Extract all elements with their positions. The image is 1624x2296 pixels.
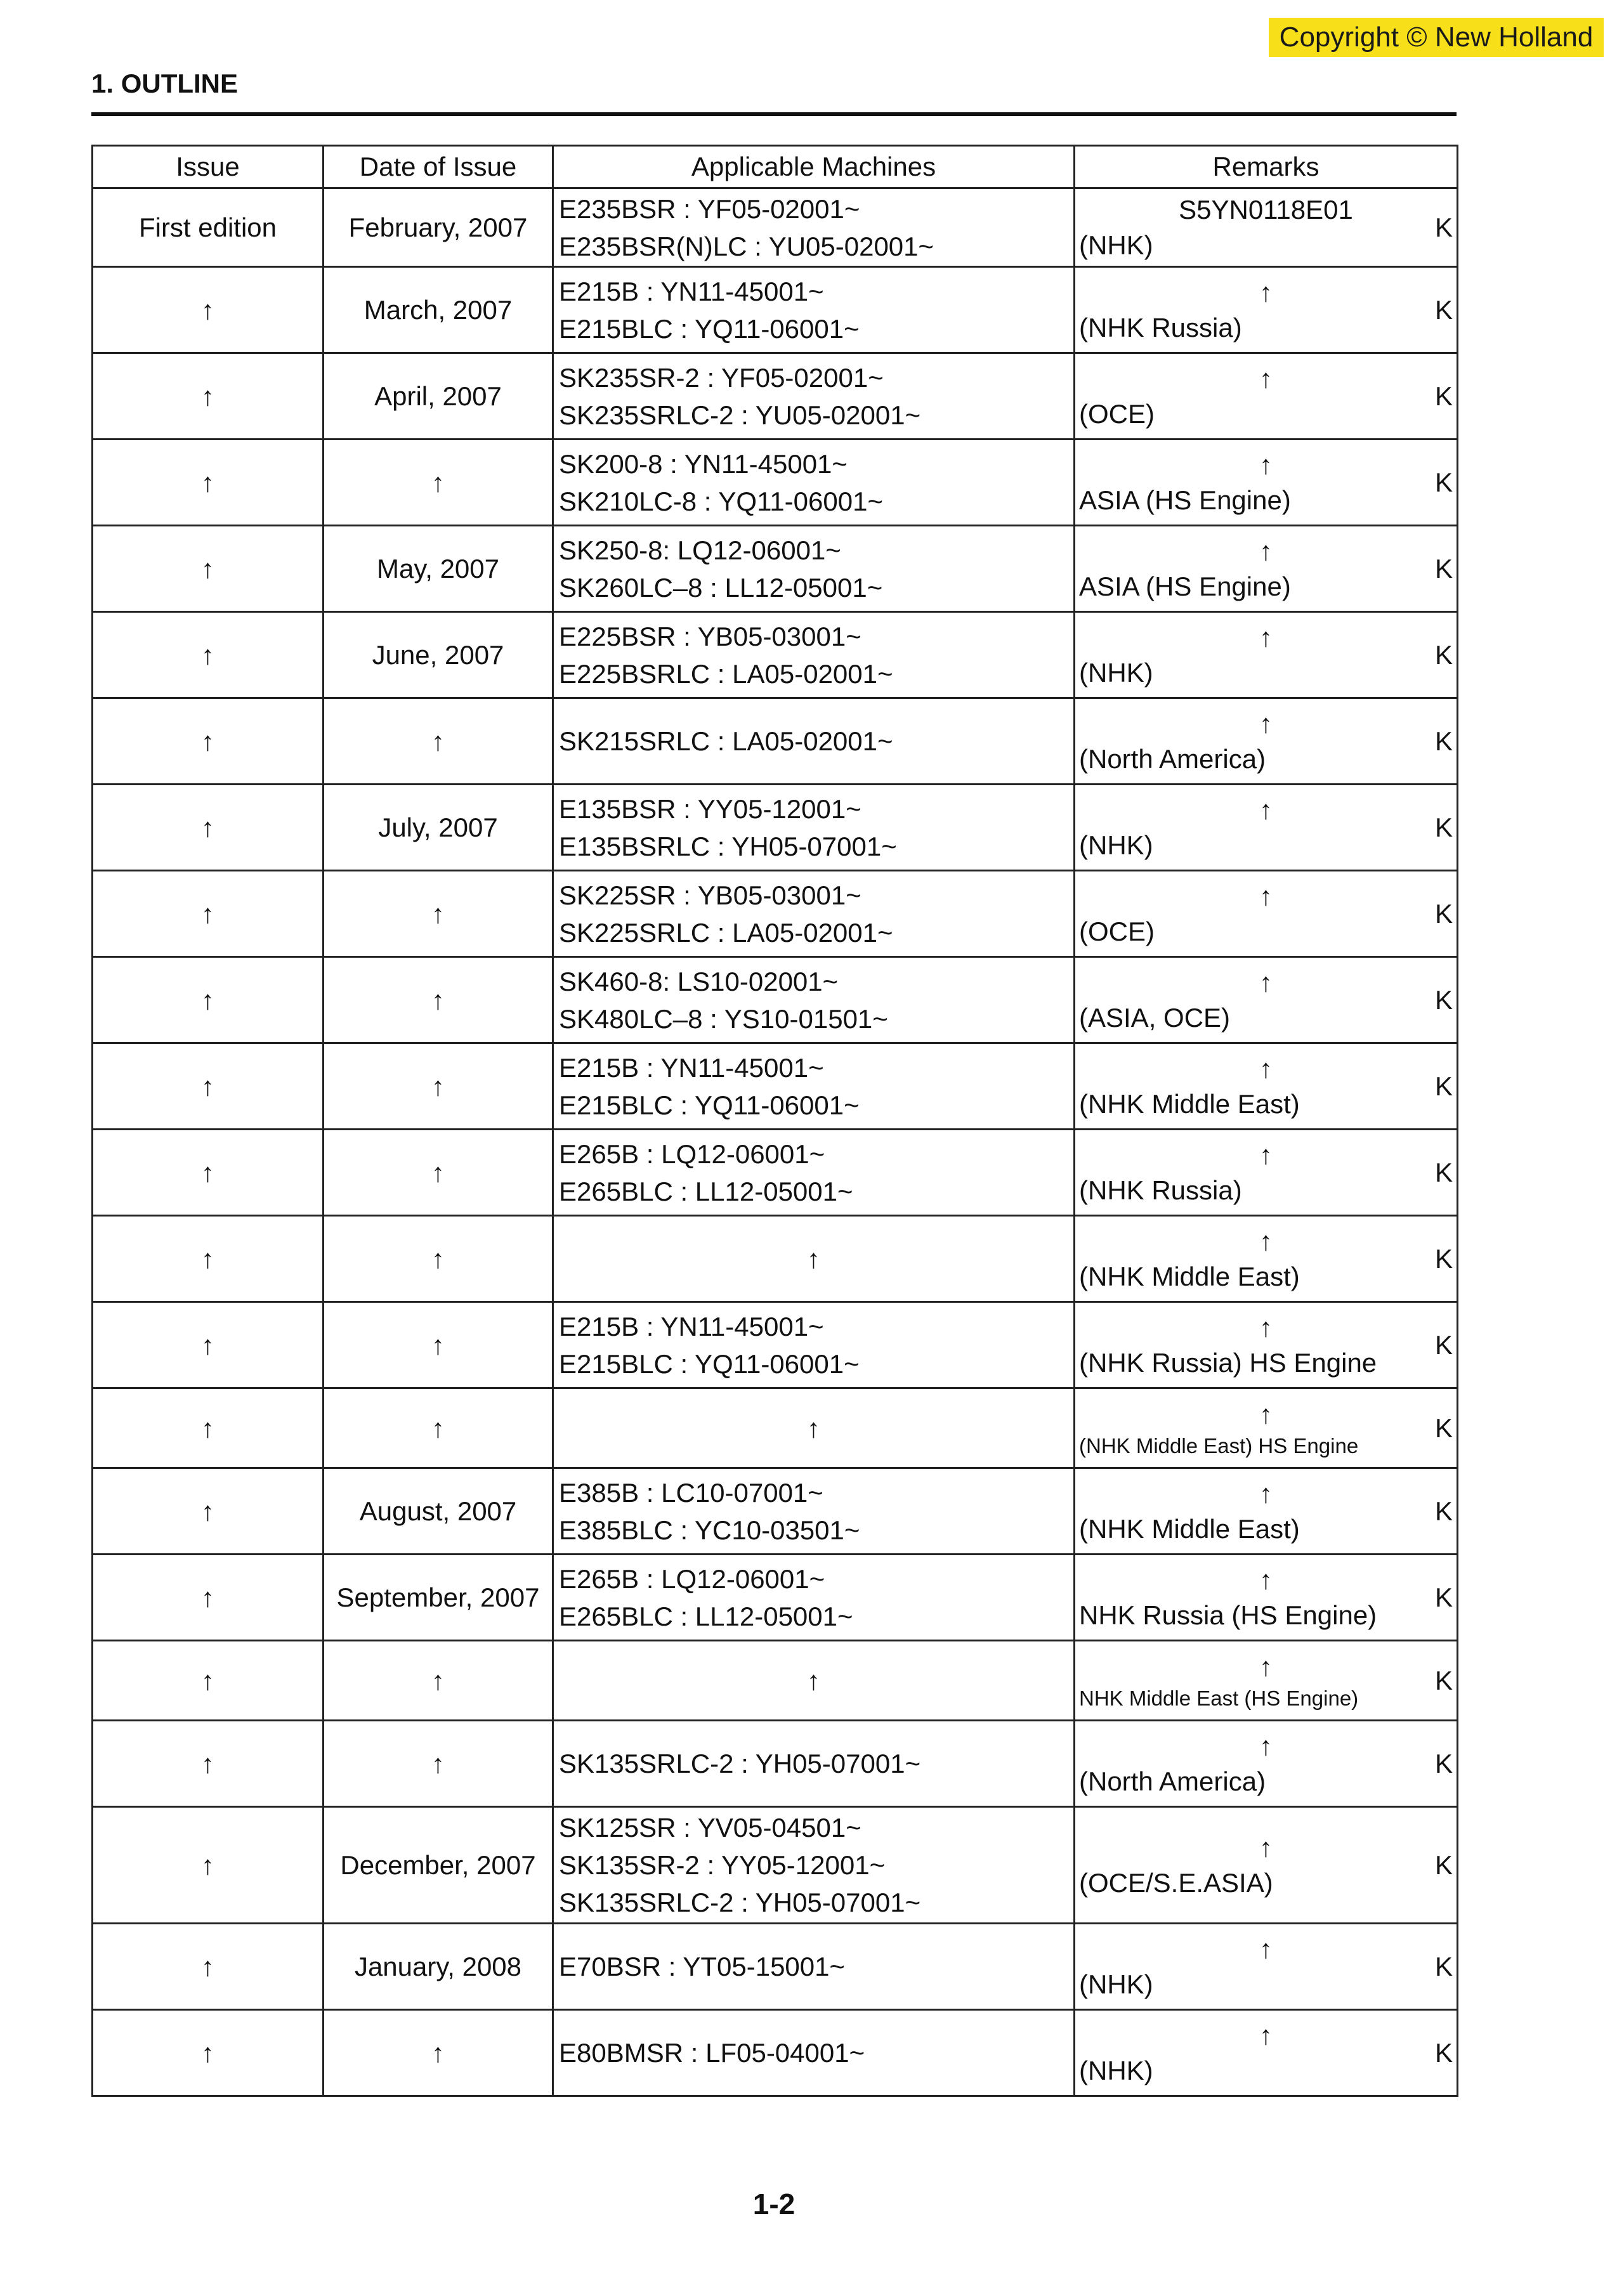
cell-applicable-machines bbox=[553, 871, 1075, 957]
cell-issue: ↑ bbox=[93, 957, 324, 1043]
remarks-region: (NHK) bbox=[1079, 2055, 1153, 2085]
cell-issue: ↑ bbox=[93, 1555, 324, 1641]
cell-issue: ↑ bbox=[93, 1302, 324, 1388]
table-row bbox=[93, 1130, 1458, 1216]
cell-date-of-issue: ↑ bbox=[324, 1388, 553, 1468]
remarks-k-mark: K bbox=[1434, 1243, 1453, 1274]
cell-applicable-machines bbox=[553, 1641, 1075, 1721]
section-title: 1. OUTLINE bbox=[91, 68, 239, 98]
cell-issue: ↑ bbox=[93, 1216, 324, 1302]
cell-date-of-issue: ↑ bbox=[324, 440, 553, 526]
remarks-region: (NHK) bbox=[1079, 230, 1153, 260]
remarks-region: NHK Russia (HS Engine) bbox=[1079, 1600, 1377, 1630]
cell-date-of-issue: March, 2007 bbox=[324, 267, 553, 353]
cell-applicable-machines bbox=[553, 1807, 1075, 1924]
cell-applicable-machines bbox=[553, 1388, 1075, 1468]
remarks-k-mark: K bbox=[1434, 467, 1453, 497]
machine-line: SK480LC–8 : YS10-01501~ bbox=[559, 1003, 888, 1034]
machine-line: ↑ bbox=[807, 1666, 820, 1695]
cell-date-of-issue: June, 2007 bbox=[324, 612, 553, 698]
remarks-k-mark: K bbox=[1434, 726, 1453, 756]
header-remarks: Remarks bbox=[1075, 146, 1458, 188]
remarks-top: ↑ bbox=[1259, 1478, 1273, 1508]
cell-issue: ↑ bbox=[93, 1807, 324, 1924]
machine-line: E265BLC : LL12-05001~ bbox=[559, 1176, 853, 1206]
cell-issue: ↑ bbox=[93, 526, 324, 612]
cell-applicable-machines bbox=[553, 1216, 1075, 1302]
cell-date-of-issue: July, 2007 bbox=[324, 785, 553, 871]
remarks-region: NHK Middle East (HS Engine) bbox=[1079, 1686, 1359, 1710]
remarks-k-mark: K bbox=[1434, 1665, 1453, 1695]
cell-issue: ↑ bbox=[93, 1043, 324, 1130]
remarks-k-mark: K bbox=[1434, 2037, 1453, 2068]
machine-line: SK200-8 : YN11-45001~ bbox=[559, 448, 848, 479]
remarks-top: ↑ bbox=[1259, 1225, 1273, 1256]
machine-line: E235BSR(N)LC : YU05-02001~ bbox=[559, 231, 934, 261]
machine-line: E225BSRLC : LA05-02001~ bbox=[559, 658, 893, 689]
cell-applicable-machines bbox=[553, 2010, 1075, 2096]
cell-issue: ↑ bbox=[93, 871, 324, 957]
cell-issue: ↑ bbox=[93, 612, 324, 698]
remarks-k-mark: K bbox=[1434, 1157, 1453, 1187]
table-row bbox=[93, 871, 1458, 957]
table-row bbox=[93, 1216, 1458, 1302]
remarks-k-mark: K bbox=[1434, 1329, 1453, 1360]
cell-applicable-machines bbox=[553, 612, 1075, 698]
cell-applicable-machines bbox=[553, 1555, 1075, 1641]
table-row bbox=[93, 1043, 1458, 1130]
cell-issue: ↑ bbox=[93, 353, 324, 440]
table-row bbox=[93, 1468, 1458, 1555]
copyright-label: Copyright © New Holland bbox=[1269, 18, 1604, 57]
table-row bbox=[93, 1807, 1458, 1924]
table-row bbox=[93, 1924, 1458, 2010]
remarks-top: ↑ bbox=[1259, 622, 1273, 652]
cell-issue: ↑ bbox=[93, 1721, 324, 1807]
table-row bbox=[93, 2010, 1458, 2096]
machine-line: E235BSR : YF05-02001~ bbox=[559, 193, 860, 224]
remarks-top: S5YN0118E01 bbox=[1179, 194, 1353, 225]
machine-line: E385B : LC10-07001~ bbox=[559, 1477, 823, 1508]
cell-issue: ↑ bbox=[93, 1388, 324, 1468]
cell-remarks bbox=[1075, 1641, 1458, 1721]
machine-line: SK135SR-2 : YY05-12001~ bbox=[559, 1850, 886, 1880]
machine-line: SK235SR-2 : YF05-02001~ bbox=[559, 362, 884, 393]
cell-applicable-machines bbox=[553, 1721, 1075, 1807]
table-row bbox=[93, 1388, 1458, 1468]
remarks-top: ↑ bbox=[1259, 363, 1273, 393]
cell-date-of-issue: ↑ bbox=[324, 957, 553, 1043]
machine-line: SK225SR : YB05-03001~ bbox=[559, 880, 861, 910]
cell-applicable-machines bbox=[553, 440, 1075, 526]
cell-remarks bbox=[1075, 1807, 1458, 1924]
cell-remarks bbox=[1075, 1130, 1458, 1216]
remarks-top: ↑ bbox=[1259, 1053, 1273, 1083]
cell-remarks bbox=[1075, 440, 1458, 526]
header-issue: Issue bbox=[93, 146, 324, 188]
cell-date-of-issue: January, 2008 bbox=[324, 1924, 553, 2010]
remarks-k-mark: K bbox=[1434, 898, 1453, 929]
remarks-top: ↑ bbox=[1259, 449, 1273, 479]
machine-line: E80BMSR : LF05-04001~ bbox=[559, 2038, 865, 2068]
machine-line: E215B : YN11-45001~ bbox=[559, 1052, 824, 1083]
cell-date-of-issue: ↑ bbox=[324, 1302, 553, 1388]
cell-date-of-issue: August, 2007 bbox=[324, 1468, 553, 1555]
machine-line: E265BLC : LL12-05001~ bbox=[559, 1601, 853, 1631]
machine-line: ↑ bbox=[807, 1244, 820, 1274]
table-row bbox=[93, 785, 1458, 871]
remarks-top: ↑ bbox=[1259, 794, 1273, 825]
cell-applicable-machines bbox=[553, 1924, 1075, 2010]
cell-date-of-issue: April, 2007 bbox=[324, 353, 553, 440]
remarks-region: ASIA (HS Engine) bbox=[1079, 571, 1291, 601]
cell-remarks bbox=[1075, 871, 1458, 957]
cell-issue: ↑ bbox=[93, 2010, 324, 2096]
cell-applicable-machines bbox=[553, 267, 1075, 353]
remarks-region: (OCE) bbox=[1079, 916, 1155, 946]
cell-remarks bbox=[1075, 1924, 1458, 2010]
remarks-top: ↑ bbox=[1259, 1139, 1273, 1170]
remarks-region: (NHK) bbox=[1079, 1969, 1153, 1999]
cell-applicable-machines bbox=[553, 698, 1075, 785]
cell-applicable-machines bbox=[553, 1130, 1075, 1216]
table-row bbox=[93, 1302, 1458, 1388]
machine-line: SK225SRLC : LA05-02001~ bbox=[559, 917, 893, 948]
cell-remarks bbox=[1075, 2010, 1458, 2096]
table-row bbox=[93, 957, 1458, 1043]
remarks-region: (OCE) bbox=[1079, 398, 1155, 429]
cell-remarks bbox=[1075, 1043, 1458, 1130]
machine-line: E215BLC : YQ11-06001~ bbox=[559, 1090, 860, 1120]
remarks-top: ↑ bbox=[1259, 1651, 1273, 1681]
remarks-k-mark: K bbox=[1434, 294, 1453, 325]
table-header-row bbox=[93, 146, 1458, 188]
remarks-k-mark: K bbox=[1434, 1071, 1453, 1101]
cell-remarks bbox=[1075, 1302, 1458, 1388]
cell-issue: ↑ bbox=[93, 440, 324, 526]
remarks-top: ↑ bbox=[1259, 708, 1273, 738]
cell-applicable-machines bbox=[553, 188, 1075, 267]
cell-issue: ↑ bbox=[93, 1641, 324, 1721]
remarks-top: ↑ bbox=[1259, 1832, 1273, 1862]
machine-line: E215B : YN11-45001~ bbox=[559, 276, 824, 306]
cell-remarks bbox=[1075, 1468, 1458, 1555]
cell-date-of-issue: February, 2007 bbox=[324, 188, 553, 267]
cell-remarks bbox=[1075, 1555, 1458, 1641]
cell-date-of-issue: ↑ bbox=[324, 871, 553, 957]
table-row bbox=[93, 440, 1458, 526]
machine-line: E135BSR : YY05-12001~ bbox=[559, 793, 861, 824]
cell-issue: ↑ bbox=[93, 698, 324, 785]
cell-applicable-machines bbox=[553, 353, 1075, 440]
cell-applicable-machines bbox=[553, 526, 1075, 612]
remarks-region: (North America) bbox=[1079, 1766, 1266, 1796]
cell-date-of-issue: September, 2007 bbox=[324, 1555, 553, 1641]
remarks-region: (NHK Russia) bbox=[1079, 312, 1242, 342]
cell-issue: ↑ bbox=[93, 267, 324, 353]
cell-issue: ↑ bbox=[93, 1468, 324, 1555]
cell-date-of-issue: ↑ bbox=[324, 1641, 553, 1721]
machine-line: E225BSR : YB05-03001~ bbox=[559, 621, 861, 651]
machine-line: SK235SRLC-2 : YU05-02001~ bbox=[559, 400, 921, 430]
remarks-region: (NHK) bbox=[1079, 657, 1153, 688]
header-applicable-machines: Applicable Machines bbox=[553, 146, 1075, 188]
table-row bbox=[93, 1641, 1458, 1721]
remarks-k-mark: K bbox=[1434, 553, 1453, 584]
remarks-top: ↑ bbox=[1259, 1312, 1273, 1342]
remarks-region: (NHK Middle East) bbox=[1079, 1513, 1300, 1544]
remarks-region: (OCE/S.E.ASIA) bbox=[1079, 1867, 1273, 1898]
remarks-k-mark: K bbox=[1434, 381, 1453, 411]
title-rule bbox=[91, 112, 1457, 116]
cell-applicable-machines bbox=[553, 785, 1075, 871]
remarks-k-mark: K bbox=[1434, 639, 1453, 670]
machine-line: SK250-8: LQ12-06001~ bbox=[559, 535, 841, 565]
cell-date-of-issue: ↑ bbox=[324, 1216, 553, 1302]
machine-line: SK260LC–8 : LL12-05001~ bbox=[559, 572, 883, 603]
cell-applicable-machines bbox=[553, 1043, 1075, 1130]
cell-date-of-issue: ↑ bbox=[324, 2010, 553, 2096]
table-row bbox=[93, 526, 1458, 612]
remarks-top: ↑ bbox=[1259, 1564, 1273, 1595]
table-row bbox=[93, 353, 1458, 440]
cell-remarks bbox=[1075, 188, 1458, 267]
remarks-region: (ASIA, OCE) bbox=[1079, 1002, 1231, 1033]
cell-remarks bbox=[1075, 698, 1458, 785]
cell-date-of-issue: ↑ bbox=[324, 1721, 553, 1807]
cell-applicable-machines bbox=[553, 1468, 1075, 1555]
remarks-k-mark: K bbox=[1434, 1412, 1453, 1443]
cell-applicable-machines bbox=[553, 957, 1075, 1043]
table-body bbox=[93, 188, 1458, 2096]
remarks-k-mark: K bbox=[1434, 1748, 1453, 1778]
machine-line: E215BLC : YQ11-06001~ bbox=[559, 1348, 860, 1379]
remarks-top: ↑ bbox=[1259, 880, 1273, 911]
machine-line: E135BSRLC : YH05-07001~ bbox=[559, 831, 897, 861]
cell-date-of-issue: ↑ bbox=[324, 1043, 553, 1130]
cell-date-of-issue: May, 2007 bbox=[324, 526, 553, 612]
cell-remarks bbox=[1075, 785, 1458, 871]
table-row bbox=[93, 1721, 1458, 1807]
cell-date-of-issue: ↑ bbox=[324, 698, 553, 785]
machine-line: E70BSR : YT05-15001~ bbox=[559, 1952, 846, 1981]
cell-issue: First edition bbox=[93, 188, 324, 267]
cell-remarks bbox=[1075, 1388, 1458, 1468]
table-row bbox=[93, 188, 1458, 267]
cell-remarks bbox=[1075, 957, 1458, 1043]
cell-remarks bbox=[1075, 1721, 1458, 1807]
machine-line: SK135SRLC-2 : YH05-07001~ bbox=[559, 1888, 921, 1917]
remarks-region: (NHK Russia) bbox=[1079, 1175, 1242, 1205]
cell-issue: ↑ bbox=[93, 1130, 324, 1216]
cell-issue: ↑ bbox=[93, 785, 324, 871]
remarks-region: (North America) bbox=[1079, 743, 1266, 774]
remarks-top: ↑ bbox=[1259, 1933, 1273, 1964]
remarks-k-mark: K bbox=[1434, 1582, 1453, 1612]
table-row bbox=[93, 698, 1458, 785]
machine-line: SK210LC-8 : YQ11-06001~ bbox=[559, 486, 883, 516]
outline-table bbox=[91, 145, 1458, 2097]
table-row bbox=[93, 1555, 1458, 1641]
remarks-region: (NHK Middle East) bbox=[1079, 1088, 1300, 1119]
cell-issue: ↑ bbox=[93, 1924, 324, 2010]
page-number: 1-2 bbox=[752, 2188, 796, 2221]
machine-line: SK125SR : YV05-04501~ bbox=[559, 1813, 861, 1843]
table-row bbox=[93, 612, 1458, 698]
cell-applicable-machines bbox=[553, 1302, 1075, 1388]
remarks-region: (NHK Middle East) HS Engine bbox=[1079, 1433, 1359, 1458]
cell-remarks bbox=[1075, 526, 1458, 612]
remarks-top: ↑ bbox=[1259, 277, 1273, 307]
remarks-k-mark: K bbox=[1434, 1849, 1453, 1880]
machine-line: E265B : LQ12-06001~ bbox=[559, 1138, 825, 1169]
remarks-top: ↑ bbox=[1259, 2019, 1273, 2050]
remarks-k-mark: K bbox=[1434, 1951, 1453, 1981]
cell-remarks bbox=[1075, 1216, 1458, 1302]
table-row bbox=[93, 267, 1458, 353]
machine-line: E215BLC : YQ11-06001~ bbox=[559, 313, 860, 344]
machine-line: E385BLC : YC10-03501~ bbox=[559, 1515, 860, 1545]
remarks-top: ↑ bbox=[1259, 535, 1273, 566]
remarks-top: ↑ bbox=[1259, 1730, 1273, 1761]
cell-date-of-issue: December, 2007 bbox=[324, 1807, 553, 1924]
machine-line: SK135SRLC-2 : YH05-07001~ bbox=[559, 1749, 921, 1778]
remarks-k-mark: K bbox=[1434, 1496, 1453, 1526]
machine-line: ↑ bbox=[807, 1413, 820, 1443]
machine-line: E265B : LQ12-06001~ bbox=[559, 1563, 825, 1594]
remarks-top: ↑ bbox=[1259, 967, 1273, 997]
remarks-region: (NHK) bbox=[1079, 830, 1153, 860]
remarks-k-mark: K bbox=[1434, 812, 1453, 842]
remarks-region: ASIA (HS Engine) bbox=[1079, 485, 1291, 515]
remarks-k-mark: K bbox=[1434, 212, 1453, 242]
cell-date-of-issue: ↑ bbox=[324, 1130, 553, 1216]
remarks-region: (NHK Middle East) bbox=[1079, 1261, 1300, 1291]
remarks-k-mark: K bbox=[1434, 984, 1453, 1015]
remarks-top: ↑ bbox=[1259, 1399, 1273, 1429]
cell-remarks bbox=[1075, 353, 1458, 440]
machine-line: SK460-8: LS10-02001~ bbox=[559, 966, 839, 996]
machine-line: E215B : YN11-45001~ bbox=[559, 1311, 824, 1341]
remarks-region: (NHK Russia) HS Engine bbox=[1079, 1347, 1377, 1378]
cell-remarks bbox=[1075, 612, 1458, 698]
header-date-of-issue: Date of Issue bbox=[324, 146, 553, 188]
cell-remarks bbox=[1075, 267, 1458, 353]
machine-line: SK215SRLC : LA05-02001~ bbox=[559, 726, 893, 756]
